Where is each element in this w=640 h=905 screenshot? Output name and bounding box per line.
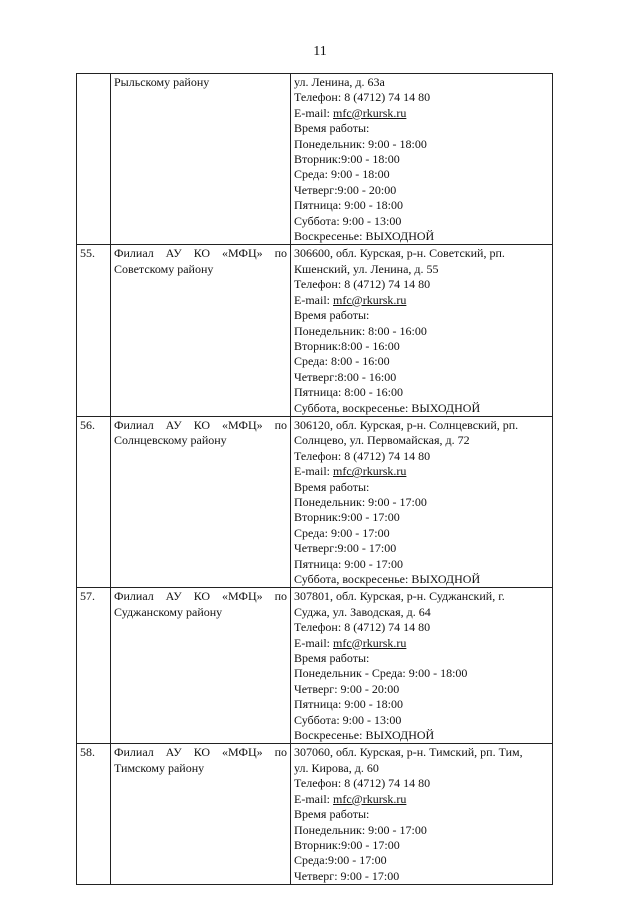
hours-line: Пятница: 9:00 - 18:00 xyxy=(294,697,404,712)
phone-line: Телефон: 8 (4712) 74 14 80 xyxy=(294,776,431,791)
hours-line: Вторник:8:00 - 16:00 xyxy=(294,338,400,353)
hours-line: Понедельник: 9:00 - 17:00 xyxy=(294,494,427,509)
table-row xyxy=(77,588,553,744)
branch-name: Филиал АУ КО «МФЦ» по Тимскому району xyxy=(111,744,291,885)
address-line: 306600, обл. Курская, р-н. Советский, рп. xyxy=(294,246,505,261)
hours-line: Пятница: 9:00 - 17:00 xyxy=(294,556,404,571)
address-line: Суджа, ул. Заводская, д. 64 xyxy=(294,604,431,619)
email-link[interactable]: mfc@rkursk.ru xyxy=(333,292,407,307)
phone-line: Телефон: 8 (4712) 74 14 80 xyxy=(294,620,431,635)
branch-contact-info xyxy=(291,416,553,587)
branch-contact-info xyxy=(291,245,553,416)
hours-line: Суббота, воскресенье: ВЫХОДНОЙ xyxy=(294,572,481,586)
email-label: E-mail: xyxy=(294,292,333,307)
mfc-branches-table xyxy=(76,73,553,885)
table-row xyxy=(77,744,553,885)
hours-line: Четверг:9:00 - 17:00 xyxy=(294,541,397,556)
email-label: E-mail: xyxy=(294,635,333,650)
branch-contact-info xyxy=(291,74,553,245)
hours-line: Четверг:8:00 - 16:00 xyxy=(294,369,397,384)
hours-line: Суббота: 9:00 - 13:00 xyxy=(294,213,402,228)
hours-title: Время работы: xyxy=(294,807,370,822)
phone-line: Телефон: 8 (4712) 74 14 80 xyxy=(294,277,431,292)
table-row xyxy=(77,74,553,245)
hours-line: Суббота, воскресенье: ВЫХОДНОЙ xyxy=(294,400,481,415)
address-line: 307060, обл. Курская, р-н. Тимский, рп. Тим, xyxy=(294,745,523,760)
hours-line: Пятница: 9:00 - 18:00 xyxy=(294,198,404,213)
hours-line: Среда: 9:00 - 18:00 xyxy=(294,167,390,182)
page-number: 11 xyxy=(313,44,327,59)
email-line xyxy=(294,792,549,807)
hours-line: Понедельник: 8:00 - 16:00 xyxy=(294,323,427,338)
table-row xyxy=(77,245,553,416)
hours-title: Время работы: xyxy=(294,651,370,666)
row-number xyxy=(77,74,111,245)
hours-line: Четверг: 9:00 - 17:00 xyxy=(294,868,400,883)
email-link[interactable]: mfc@rkursk.ru xyxy=(333,464,407,479)
hours-title: Время работы: xyxy=(294,121,370,136)
branch-contact-info xyxy=(291,744,553,885)
branch-name: Рыльскому району xyxy=(111,74,291,245)
hours-line: Воскресенье: ВЫХОДНОЙ xyxy=(294,728,435,743)
branch-name: Филиал АУ КО «МФЦ» по Советскому району xyxy=(111,245,291,416)
email-link[interactable]: mfc@rkursk.ru xyxy=(333,791,407,806)
email-link[interactable]: mfc@rkursk.ru xyxy=(333,105,407,120)
hours-title: Время работы: xyxy=(294,308,370,323)
hours-line: Понедельник - Среда: 9:00 - 18:00 xyxy=(294,666,468,681)
hours-line: Среда:9:00 - 17:00 xyxy=(294,853,387,868)
email-link[interactable]: mfc@rkursk.ru xyxy=(333,635,407,650)
address-line: 306120, обл. Курская, р-н. Солнцевский, рп. xyxy=(294,417,519,432)
hours-line: Понедельник: 9:00 - 18:00 xyxy=(294,136,427,151)
table-row xyxy=(77,416,553,587)
address-line: 307801, обл. Курская, р-н. Суджанский, г. xyxy=(294,589,505,604)
address-line: Кшенский, ул. Ленина, д. 55 xyxy=(294,261,439,276)
row-number: 55. xyxy=(77,245,111,416)
email-label: E-mail: xyxy=(294,791,333,806)
row-number: 58. xyxy=(77,744,111,885)
branch-name: Филиал АУ КО «МФЦ» по Суджанскому району xyxy=(111,588,291,744)
phone-line: Телефон: 8 (4712) 74 14 80 xyxy=(294,448,431,463)
hours-line: Понедельник: 9:00 - 17:00 xyxy=(294,822,427,837)
hours-line: Воскресенье: ВЫХОДНОЙ xyxy=(294,229,435,244)
hours-line: Вторник:9:00 - 17:00 xyxy=(294,510,400,525)
hours-title: Время работы: xyxy=(294,479,370,494)
hours-line: Суббота: 9:00 - 13:00 xyxy=(294,712,402,727)
hours-line: Вторник:9:00 - 17:00 xyxy=(294,837,400,852)
email-line xyxy=(294,636,549,651)
branch-contact-info xyxy=(291,588,553,744)
row-number: 56. xyxy=(77,416,111,587)
hours-line: Среда: 9:00 - 17:00 xyxy=(294,525,390,540)
hours-line: Вторник:9:00 - 18:00 xyxy=(294,152,400,167)
row-number: 57. xyxy=(77,588,111,744)
address-line: ул. Ленина, д. 63а xyxy=(294,75,385,89)
email-line xyxy=(294,464,549,479)
hours-line: Пятница: 8:00 - 16:00 xyxy=(294,385,404,400)
hours-line: Среда: 8:00 - 16:00 xyxy=(294,354,390,369)
address-line: ул. Кирова, д. 60 xyxy=(294,760,379,775)
email-label: E-mail: xyxy=(294,105,333,120)
hours-line: Четверг:9:00 - 20:00 xyxy=(294,182,397,197)
email-label: E-mail: xyxy=(294,464,333,479)
email-line xyxy=(294,106,549,121)
branch-name: Филиал АУ КО «МФЦ» по Солнцевскому району xyxy=(111,416,291,587)
phone-line: Телефон: 8 (4712) 74 14 80 xyxy=(294,90,431,105)
hours-line: Четверг: 9:00 - 20:00 xyxy=(294,681,400,696)
email-line xyxy=(294,293,549,308)
address-line: Солнцево, ул. Первомайская, д. 72 xyxy=(294,433,470,448)
